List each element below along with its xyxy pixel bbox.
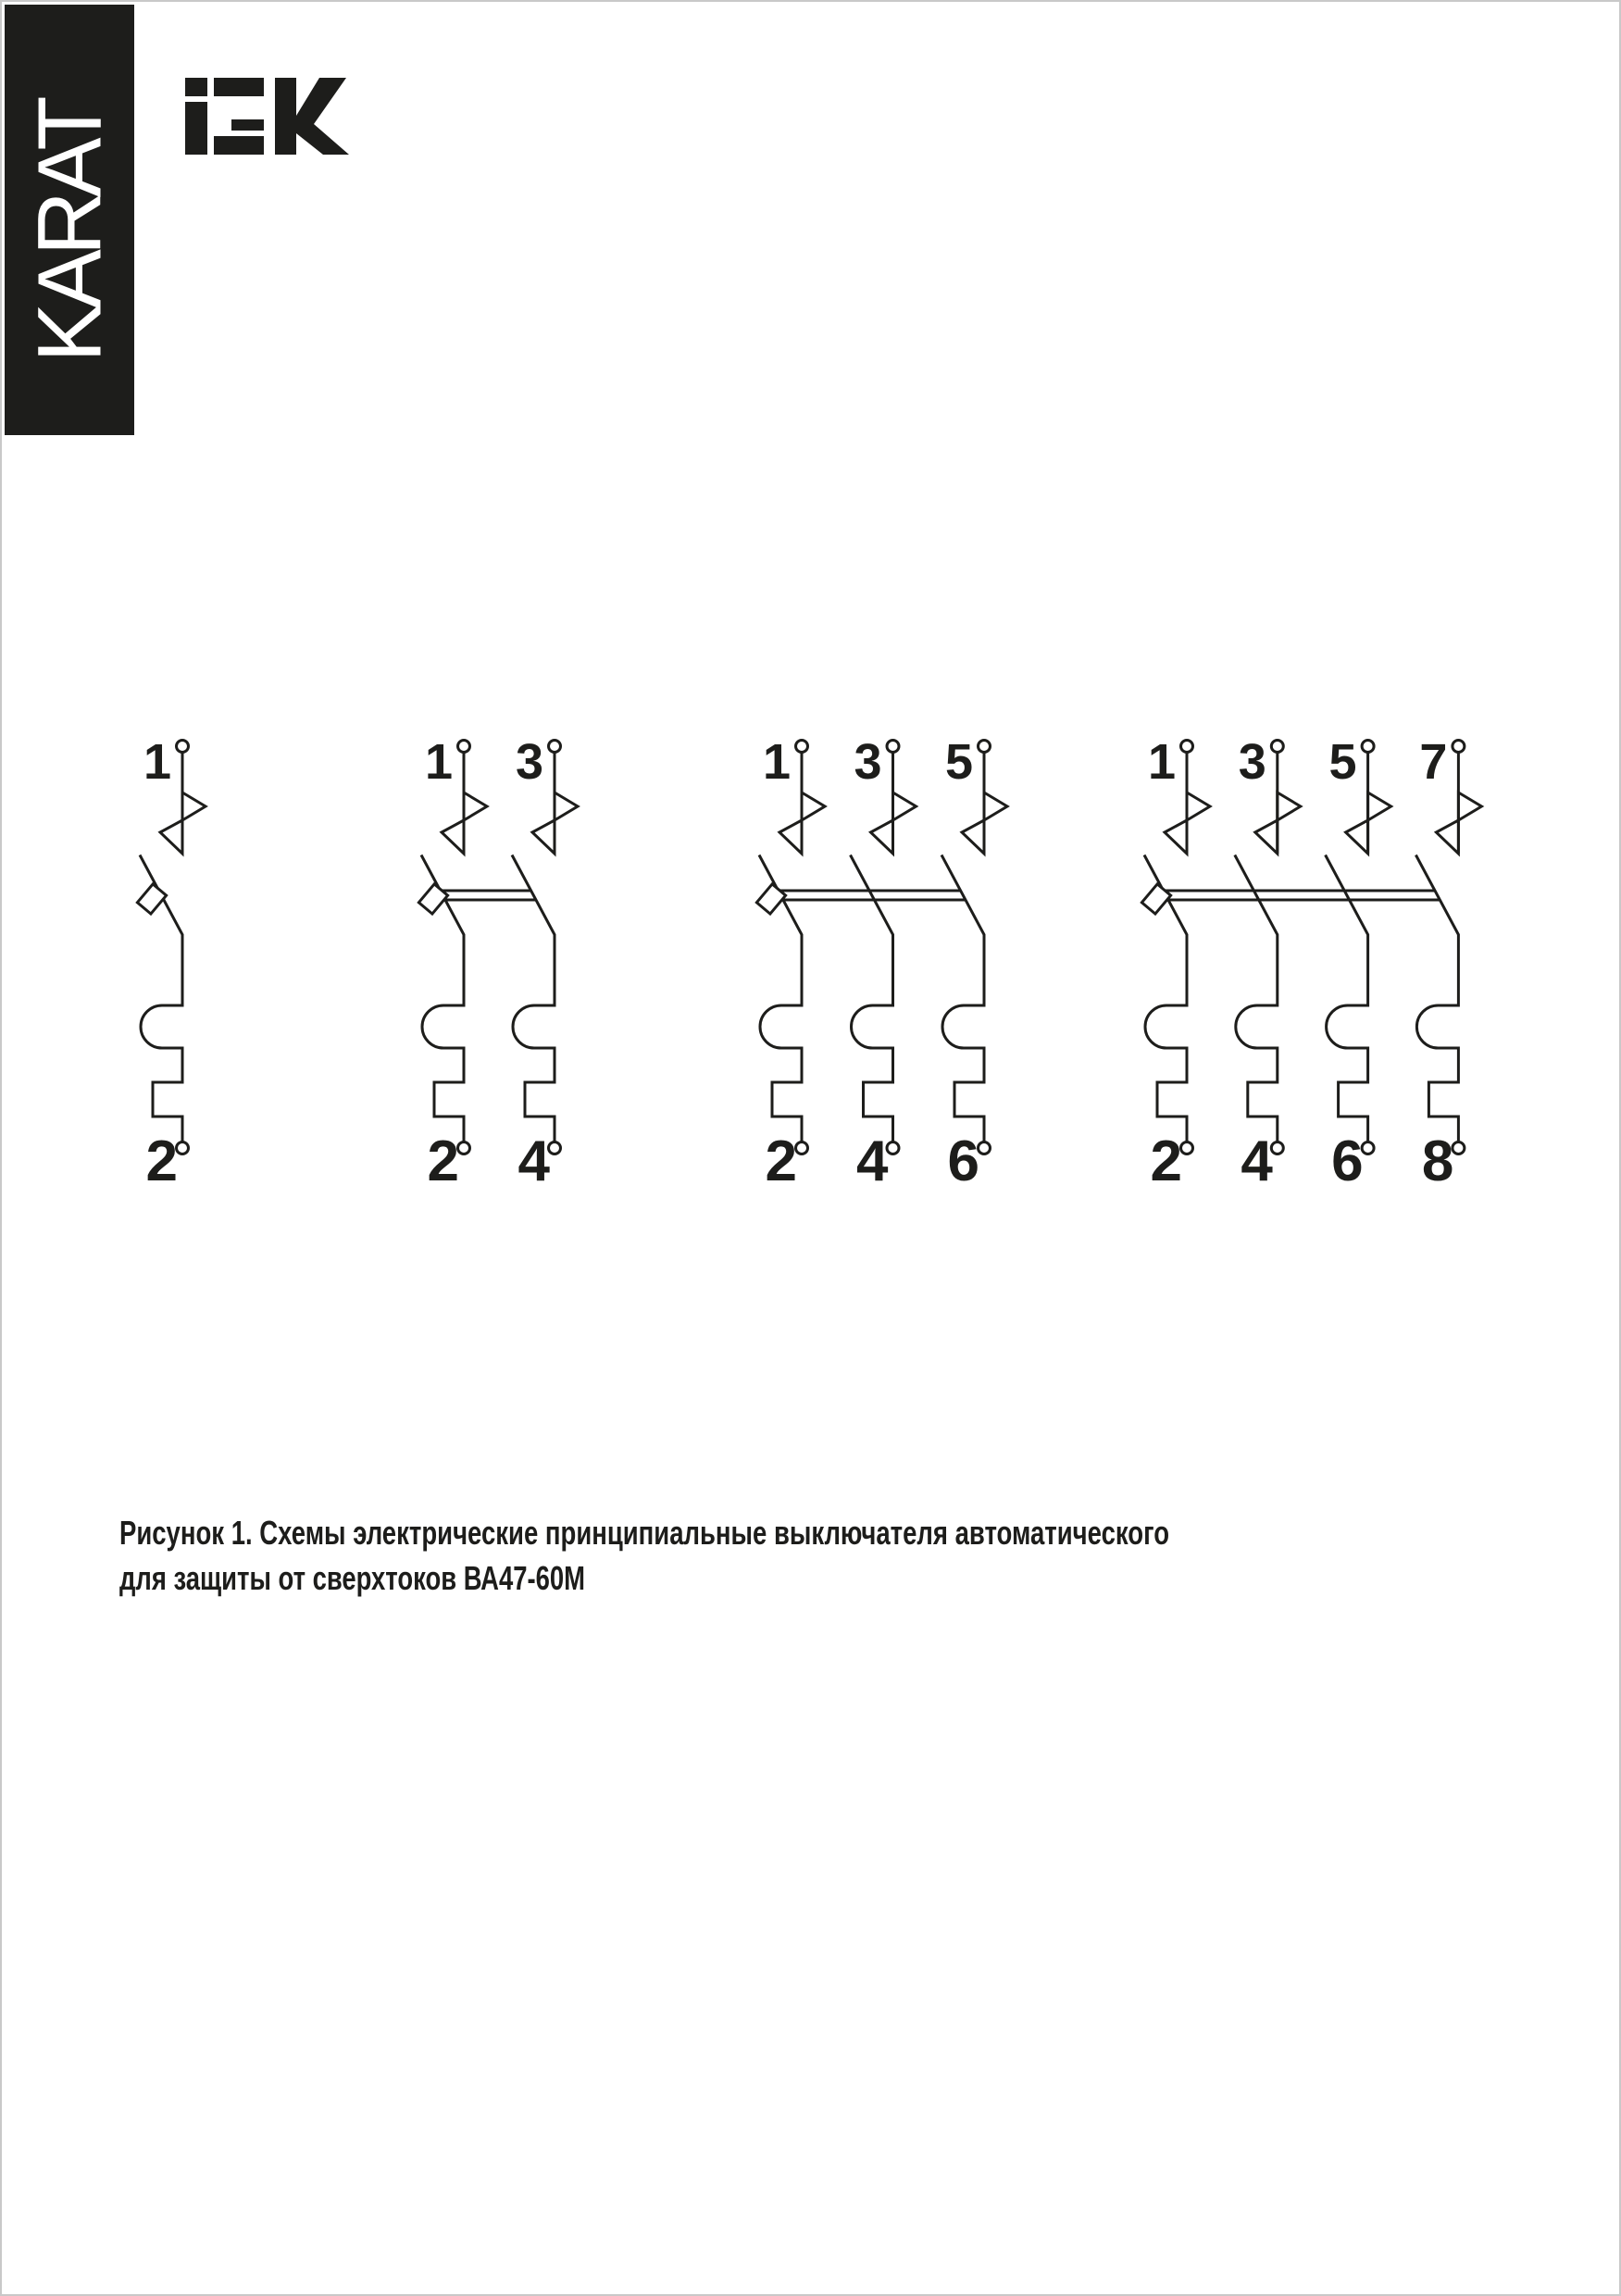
terminal-top-label: 1 bbox=[762, 734, 791, 790]
pole bbox=[759, 734, 825, 1193]
pole bbox=[941, 734, 1007, 1193]
terminal-bottom-circle bbox=[1181, 1142, 1193, 1154]
terminal-bottom-label: 2 bbox=[1150, 1129, 1182, 1193]
pole-conductor bbox=[512, 753, 555, 1142]
terminal-bottom-label: 4 bbox=[1241, 1129, 1273, 1193]
breaker-triangle-lower bbox=[160, 820, 182, 854]
diagram-4-pole bbox=[1141, 734, 1481, 1193]
terminal-bottom-label: 4 bbox=[517, 1129, 550, 1193]
pole bbox=[421, 734, 487, 1193]
pole-conductor bbox=[421, 753, 464, 1142]
terminal-top-label: 5 bbox=[944, 734, 973, 790]
breaker-triangle-upper bbox=[464, 792, 487, 820]
terminal-bottom-circle bbox=[458, 1142, 470, 1154]
breaker-triangle-upper bbox=[802, 792, 825, 820]
breaker-triangle-lower bbox=[1436, 820, 1458, 854]
terminal-top-label: 3 bbox=[854, 734, 882, 790]
terminal-top-circle bbox=[1271, 741, 1283, 753]
diagram-2-pole bbox=[418, 734, 578, 1193]
iek-logo-e-bottom-bar bbox=[214, 136, 264, 155]
circuit-diagrams bbox=[94, 715, 1539, 1205]
pole-conductor bbox=[1415, 753, 1458, 1142]
pole bbox=[1144, 734, 1210, 1193]
diagram-1-pole bbox=[137, 734, 206, 1193]
karat-brand-text: KARAT bbox=[19, 102, 120, 364]
breaker-triangle-upper bbox=[893, 792, 916, 820]
breaker-triangle-upper bbox=[1187, 792, 1210, 820]
terminal-bottom-label: 2 bbox=[145, 1129, 178, 1193]
pole-conductor bbox=[1144, 753, 1187, 1142]
terminal-bottom-label: 6 bbox=[1331, 1129, 1364, 1193]
breaker-triangle-lower bbox=[532, 820, 555, 854]
terminal-top-circle bbox=[549, 741, 561, 753]
breaker-triangle-lower bbox=[442, 820, 464, 854]
terminal-top-circle bbox=[1181, 741, 1193, 753]
trip-element-rect bbox=[137, 884, 166, 914]
terminal-top-circle bbox=[1362, 741, 1374, 753]
breaker-triangle-lower bbox=[1255, 820, 1278, 854]
pole bbox=[1415, 734, 1481, 1193]
terminal-top-circle bbox=[796, 741, 808, 753]
breaker-triangle-upper bbox=[555, 792, 578, 820]
figure-caption-line2-text: для защиты от сверхтоков ВА47-60М bbox=[119, 1559, 585, 1597]
pole bbox=[512, 734, 578, 1193]
terminal-bottom-circle bbox=[549, 1142, 561, 1154]
terminal-bottom-circle bbox=[177, 1142, 189, 1154]
iek-logo-k-stem bbox=[275, 78, 296, 155]
pole bbox=[1326, 734, 1391, 1193]
terminal-top-label: 1 bbox=[1147, 734, 1176, 790]
breaker-triangle-upper bbox=[1458, 792, 1481, 820]
breaker-triangle-upper bbox=[182, 792, 206, 820]
pole bbox=[851, 734, 916, 1193]
pole-conductor bbox=[1326, 753, 1368, 1142]
pole-conductor bbox=[941, 753, 984, 1142]
terminal-bottom-circle bbox=[1271, 1142, 1283, 1154]
pole-conductor bbox=[759, 753, 802, 1142]
breaker-triangle-lower bbox=[871, 820, 893, 854]
trip-element-rect bbox=[418, 884, 447, 914]
trip-element-rect bbox=[1141, 884, 1170, 914]
karat-brand-bar bbox=[5, 5, 134, 435]
terminal-bottom-circle bbox=[796, 1142, 808, 1154]
iek-logo-e-middle-bar bbox=[231, 119, 264, 131]
terminal-bottom-circle bbox=[1453, 1142, 1465, 1154]
breaker-triangle-upper bbox=[1368, 792, 1391, 820]
figure-caption-line1 bbox=[119, 1510, 1169, 1555]
breaker-triangle-lower bbox=[1165, 820, 1187, 854]
breaker-triangle-lower bbox=[1346, 820, 1368, 854]
breaker-triangle-upper bbox=[984, 792, 1007, 820]
pole bbox=[1235, 734, 1301, 1193]
diagram-3-pole bbox=[756, 734, 1007, 1193]
terminal-top-circle bbox=[177, 741, 189, 753]
iek-logo-e-top-bar bbox=[214, 78, 264, 96]
figure-caption-line2 bbox=[119, 1555, 1169, 1601]
terminal-top-label: 1 bbox=[143, 734, 171, 790]
iek-logo-k-arms bbox=[296, 78, 349, 155]
pole-conductor bbox=[851, 753, 893, 1142]
trip-element-rect bbox=[756, 884, 785, 914]
terminal-bottom-label: 6 bbox=[947, 1129, 979, 1193]
terminal-bottom-label: 4 bbox=[856, 1129, 889, 1193]
terminal-top-circle bbox=[887, 741, 899, 753]
terminal-bottom-circle bbox=[887, 1142, 899, 1154]
terminal-bottom-label: 2 bbox=[765, 1129, 797, 1193]
iek-logo bbox=[183, 76, 359, 157]
terminal-bottom-circle bbox=[979, 1142, 991, 1154]
iek-logo-i-stem bbox=[185, 102, 207, 155]
terminal-top-label: 1 bbox=[424, 734, 453, 790]
terminal-bottom-label: 2 bbox=[427, 1129, 459, 1193]
pole bbox=[140, 734, 206, 1193]
breaker-triangle-lower bbox=[779, 820, 802, 854]
figure-caption-line1-text: Рисунок 1. Схемы электрические принципиальные выключателя автоматического bbox=[119, 1514, 1169, 1552]
pole-conductor bbox=[140, 753, 182, 1142]
terminal-bottom-label: 8 bbox=[1421, 1129, 1454, 1193]
figure-caption bbox=[119, 1510, 1169, 1601]
terminal-top-circle bbox=[458, 741, 470, 753]
terminal-top-label: 3 bbox=[515, 734, 543, 790]
terminal-top-label: 3 bbox=[1238, 734, 1266, 790]
terminal-top-circle bbox=[1453, 741, 1465, 753]
terminal-top-label: 5 bbox=[1328, 734, 1357, 790]
breaker-triangle-lower bbox=[962, 820, 984, 854]
terminal-bottom-circle bbox=[1362, 1142, 1374, 1154]
terminal-top-label: 7 bbox=[1419, 734, 1448, 790]
pole-conductor bbox=[1235, 753, 1278, 1142]
terminal-top-circle bbox=[979, 741, 991, 753]
breaker-triangle-upper bbox=[1278, 792, 1301, 820]
iek-logo-i-dot bbox=[185, 78, 207, 96]
